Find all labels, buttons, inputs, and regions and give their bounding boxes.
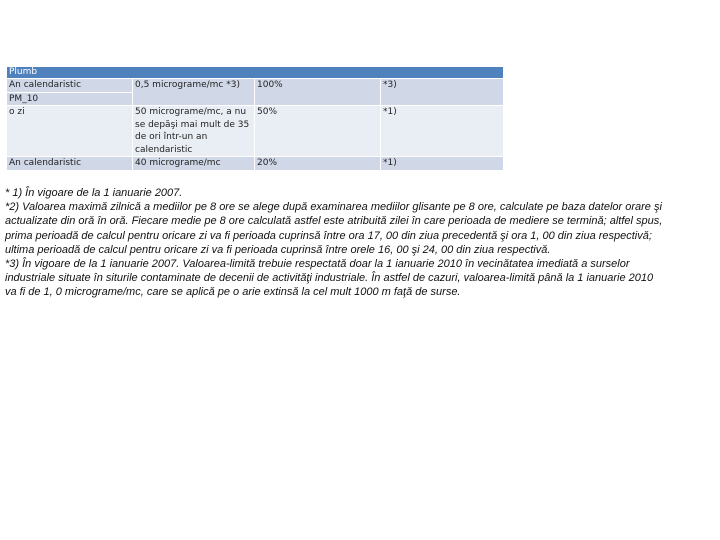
limit-value-cell: 0,5 micrograme/mc *3) xyxy=(133,79,255,106)
table-row xyxy=(7,79,504,93)
table-row xyxy=(7,106,504,157)
footnotes xyxy=(5,186,667,300)
table-row xyxy=(7,157,504,171)
footnote-3: *3) În vigoare de la 1 ianuarie 2007. Valoarea-limită trebuie respectată doar la 1 ianuarie 2010 în vecinătatea imediată a surselor industriale situate în siturile contaminate de decenii de activităţi industriale. În astfel de cazuri, valoarea-limită până la 1 ianuarie 2010 va fi de 1, 0 micrograme/mc, care se aplică pe o arie extinsă la cel mult 1000 m faţă de surse. xyxy=(5,258,654,299)
limit-value-cell: 40 micrograme/mc xyxy=(133,157,255,171)
margin-cell: 50% xyxy=(255,106,381,157)
margin-cell: 20% xyxy=(255,157,381,171)
footnote-2: *2) Valoarea maximă zilnică a mediilor pe 8 ore se alege după examinarea mediilor glisante pe 8 ore, calculate pe baza datelor orare şi actualizate din oră în oră. Fiecare medie pe 8 ore calculată astfel este atribuită zilei în care perioada de mediere se termină; altfel spus, prima perioadă de calcul pentru oricare zi va fi perioada cuprinsă între ora 17, 00 din ziua precedentă şi ora 1, 00 din ziua respectivă; ultima perioadă de calcul pentru oricare zi va fi perioada cuprinsă între orele 16, 00 şi 24, 00 din ziua respectivă. xyxy=(5,201,663,256)
footnote-1: * 1) În vigoare de la 1 ianuarie 2007. xyxy=(5,187,183,199)
limit-value-cell: 50 micrograme/mc, a nu se depăşi mai mult de 35 de ori într-un an calendaristic xyxy=(133,106,255,157)
table-header-row xyxy=(7,67,504,79)
pollutant-limits-table xyxy=(6,66,504,171)
row-label-cell: PM_10 xyxy=(7,92,133,106)
note-ref-cell: *3) xyxy=(381,79,504,106)
row-label-cell: An calendaristic xyxy=(7,79,133,93)
margin-cell: 100% xyxy=(255,79,381,106)
note-ref-cell: *1) xyxy=(381,106,504,157)
note-ref-cell: *1) xyxy=(381,157,504,171)
table-header-cell: Plumb xyxy=(7,67,504,79)
row-label-cell: o zi xyxy=(7,106,133,157)
row-label-cell: An calendaristic xyxy=(7,157,133,171)
